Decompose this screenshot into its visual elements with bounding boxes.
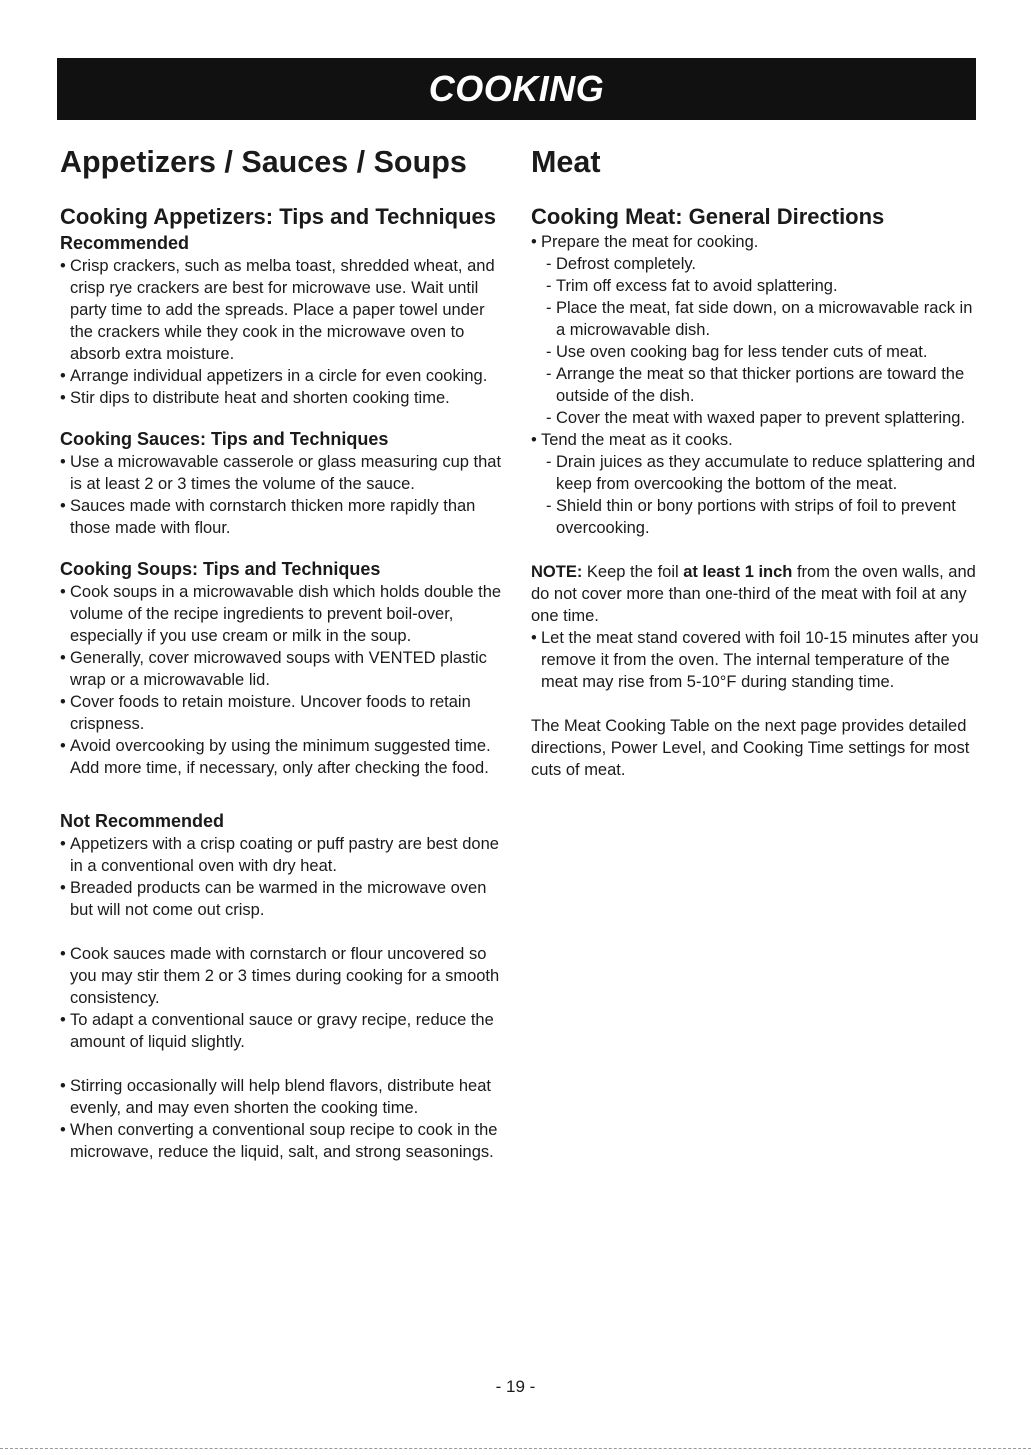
meat-heading: Meat	[531, 145, 601, 179]
table-reference-paragraph: The Meat Cooking Table on the next page provides detailed directions, Power Level, and Cooking Time settings for most cuts of meat.	[531, 717, 970, 779]
list-item: • Avoid overcooking by using the minimum suggested time. Add more time, if necessary, only after checking the food.	[60, 735, 505, 779]
note-paragraph	[531, 561, 981, 627]
right-column	[531, 143, 981, 781]
page-number: - 19 -	[495, 1377, 536, 1396]
sub-list-item: - Cover the meat with waxed paper to prevent splattering.	[531, 407, 981, 429]
list-item: • Sauces made with cornstarch thicken more rapidly than those made with flour.	[60, 495, 505, 539]
recommended-label: Recommended	[60, 233, 190, 253]
list-item: • Prepare the meat for cooking.	[531, 231, 981, 253]
soups-section-title: Cooking Soups: Tips and Techniques	[60, 559, 381, 579]
sub-list-item: - Trim off excess fat to avoid splattering.	[531, 275, 981, 297]
sub-list-item: - Arrange the meat so that thicker portions are toward the outside of the dish.	[531, 363, 981, 407]
list-item: • Tend the meat as it cooks.	[531, 429, 981, 451]
list-item: • Stir dips to distribute heat and shorten cooking time.	[60, 387, 505, 409]
list-item: • Appetizers with a crisp coating or puff pastry are best done in a conventional oven with dry heat.	[60, 833, 505, 877]
meat-section-title: Cooking Meat: General Directions	[531, 204, 885, 229]
list-item: • Use a microwavable casserole or glass measuring cup that is at least 2 or 3 times the volume of the sauce.	[60, 451, 505, 495]
list-item: • Let the meat stand covered with foil 10-15 minutes after you remove it from the oven. The internal temperature of the meat may rise from 5-10°F during standing time.	[531, 627, 981, 693]
list-item: • Generally, cover microwaved soups with VENTED plastic wrap or a microwavable lid.	[60, 647, 505, 691]
sub-list-item: - Use oven cooking bag for less tender cuts of meat.	[531, 341, 981, 363]
list-item: • Cook soups in a microwavable dish which holds double the volume of the recipe ingredients to prevent boil-over, especially if you use cream or milk in the soup.	[60, 581, 505, 647]
list-item: • When converting a conventional soup recipe to cook in the microwave, reduce the liquid, salt, and strong seasonings.	[60, 1119, 505, 1163]
appetizers-heading: Appetizers / Sauces / Soups	[60, 145, 467, 179]
appetizers-section-title: Cooking Appetizers: Tips and Techniques	[60, 204, 496, 229]
sub-list-item: - Place the meat, fat side down, on a microwavable rack in a microwavable dish.	[531, 297, 981, 341]
list-item: • Breaded products can be warmed in the microwave oven but will not come out crisp.	[60, 877, 505, 921]
note-text: Keep the foil	[582, 563, 684, 581]
sub-list-item: - Drain juices as they accumulate to reduce splattering and keep from overcooking the bottom of the meat.	[531, 451, 981, 495]
list-item: • Cook sauces made with cornstarch or flour uncovered so you may stir them 2 or 3 times during cooking for a smooth consistency.	[60, 943, 505, 1009]
not-recommended-title: Not Recommended	[60, 811, 225, 831]
bottom-divider	[0, 1448, 1031, 1449]
left-column	[60, 143, 505, 1163]
sauces-section-title: Cooking Sauces: Tips and Techniques	[60, 429, 389, 449]
sub-list-item: - Shield thin or bony portions with strips of foil to prevent overcooking.	[531, 495, 981, 539]
list-item: • Stirring occasionally will help blend flavors, distribute heat evenly, and may even shorten the cooking time.	[60, 1075, 505, 1119]
sub-list-item: - Defrost completely.	[531, 253, 981, 275]
list-item: • To adapt a conventional sauce or gravy recipe, reduce the amount of liquid slightly.	[60, 1009, 505, 1053]
list-item: • Crisp crackers, such as melba toast, shredded wheat, and crisp rye crackers are best for microwave use. Wait until party time to add the spreads. Place a paper towel under the crackers while they cook in the microwave oven to absorb extra moisture.	[60, 255, 505, 365]
list-item: • Cover foods to retain moisture. Uncover foods to retain crispness.	[60, 691, 505, 735]
note-emphasis: at least 1 inch	[683, 563, 793, 581]
note-label: NOTE:	[531, 563, 583, 581]
note-text: from the oven walls, and do not cover more than one-third of the meat with foil at any one time.	[531, 563, 976, 625]
page-banner: COOKING	[57, 58, 976, 120]
list-item: • Arrange individual appetizers in a circle for even cooking.	[60, 365, 505, 387]
